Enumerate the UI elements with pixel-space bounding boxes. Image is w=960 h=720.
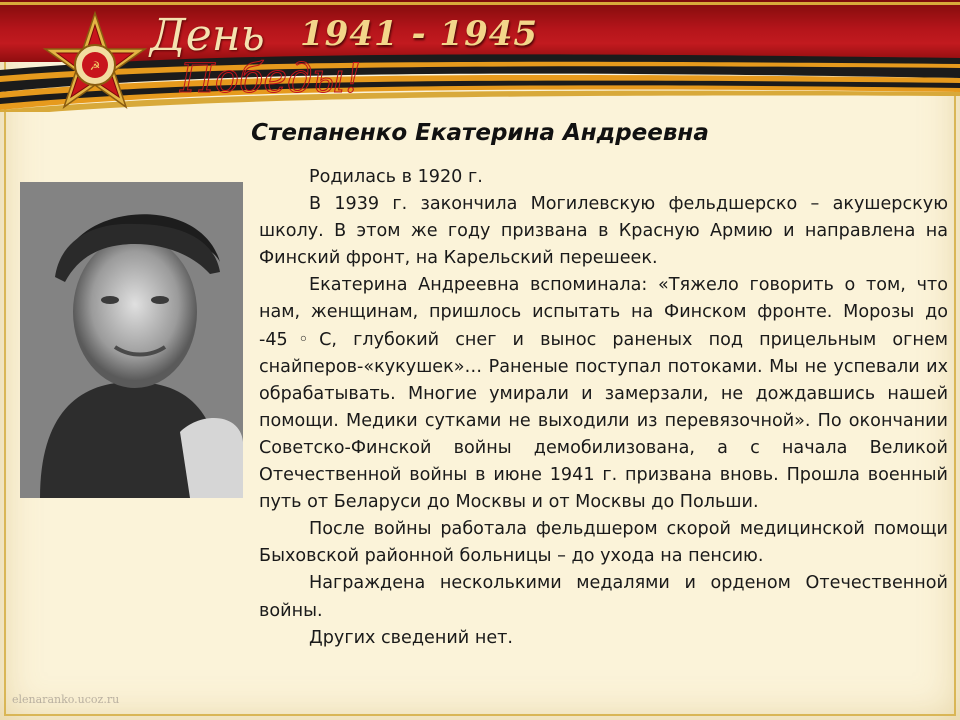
paragraph-birth: Родилась в 1920 г. <box>309 167 483 187</box>
biography-text <box>259 164 948 652</box>
portrait-photo <box>20 182 243 498</box>
paragraph-memoir: Екатерина Андреевна вспоминала: «Тяжело говорить о том, что нам, женщинам, пришлось испытать на Финском фронте. Морозы до -45◦С, глубокий снег и вынос раненых под прицельным огнем снайперов-«кукушек»… Раненые поступал потоками. Мы не успевали их обрабатывать. Многие умирали и замерзали, не дождавшись нашей помощи. Медики сутками не выходили из перевязочной». По окончании Советско-Финской войны демобилизована, а с начала Великой Отечественной войны в июне 1941 г. призвана вновь. Прошла военный путь от Беларуси до Москвы и от Москвы до Польши. <box>259 275 948 513</box>
paragraph-education: В 1939 г. закончила Могилевскую фельдшерско – акушерскую школу. В этом же году призвана в Красную Армию и направлена на Финский фронт, на Карельский перешеек. <box>259 194 948 269</box>
page-title: Степаненко Екатерина Андреевна <box>251 120 709 146</box>
paragraph-after-war: После войны работала фельдшером скорой медицинской помощи Быховской районной больницы – до ухода на пенсию. <box>259 519 948 567</box>
years-label: 1941 - 1945 <box>300 14 539 54</box>
paragraph-no-info: Других сведений нет. <box>309 627 513 648</box>
header-banner <box>0 0 960 112</box>
svg-text:☭: ☭ <box>89 59 101 73</box>
watermark: elenaranko.ucoz.ru <box>12 693 120 706</box>
order-star-icon <box>40 10 150 112</box>
paragraph-awards: Награждена несколькими медалями и орденом Отечественной войны. <box>259 573 948 621</box>
den-label: День <box>150 10 265 61</box>
pobedy-label: Победы! <box>180 56 362 102</box>
banner-gold-line <box>0 2 960 5</box>
